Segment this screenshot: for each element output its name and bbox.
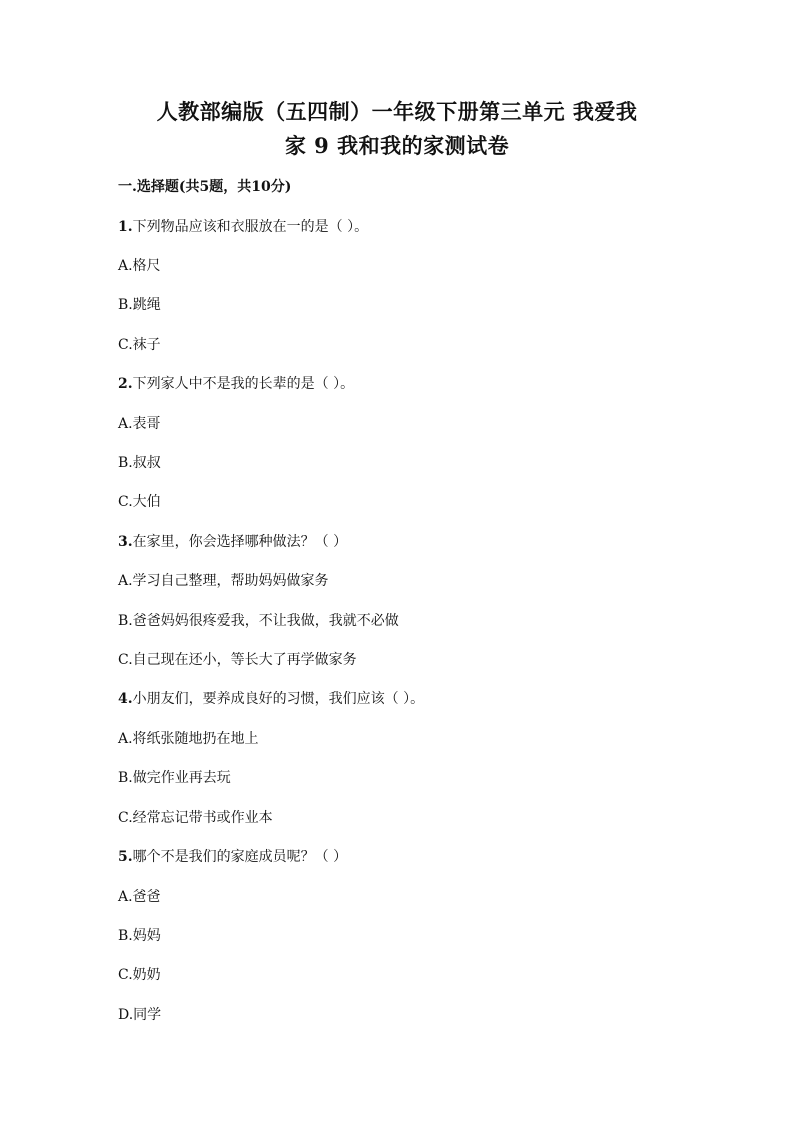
question-number: 1. (118, 219, 133, 235)
question-3-option-a: A.学习自己整理，帮助妈妈做家务 (118, 573, 329, 589)
question-text: 下列家人中不是我的长辈的是（ ）。 (132, 376, 355, 392)
question-number: 5. (118, 849, 133, 865)
question-number: 4. (118, 691, 133, 707)
question-1-option-c: C.袜子 (118, 337, 161, 353)
question-5 (118, 847, 347, 867)
question-4 (118, 689, 424, 709)
question-5-option-c: C.奶奶 (118, 967, 161, 983)
question-text: 小朋友们，要养成良好的习惯，我们应该（ ）。 (132, 691, 425, 707)
question-2-option-c: C.大伯 (118, 494, 161, 510)
question-text: 哪个不是我们的家庭成员呢？（ ） (132, 849, 348, 865)
question-4-option-c: C.经常忘记带书或作业本 (118, 810, 273, 826)
question-2 (118, 374, 354, 394)
question-number: 2. (118, 376, 133, 392)
question-text: 下列物品应该和衣服放在一的是（ ）。 (132, 219, 369, 235)
question-1-option-b: B.跳绳 (118, 297, 161, 313)
question-5-option-b: B.妈妈 (118, 928, 161, 944)
page-title-line-2: 家 9 我和我的家测试卷 (284, 133, 510, 158)
question-5-option-d: D.同学 (118, 1007, 162, 1023)
question-number: 3. (118, 534, 133, 550)
question-2-option-a: A.表哥 (118, 416, 161, 432)
question-3-option-b: B.爸爸妈妈很疼爱我，不让我做，我就不必做 (118, 613, 399, 629)
question-1 (118, 217, 368, 237)
question-1-option-a: A.格尺 (118, 258, 161, 274)
page-title-line-1: 人教部编版（五四制）一年级下册第三单元 我爱我 (156, 99, 638, 124)
section-heading: 一.选择题(共5题，共10分) (118, 179, 292, 195)
question-5-option-a: A.爸爸 (118, 889, 161, 905)
question-4-option-a: A.将纸张随地扔在地上 (118, 731, 259, 747)
question-4-option-b: B.做完作业再去玩 (118, 770, 231, 786)
question-text: 在家里，你会选择哪种做法？（ ） (132, 534, 348, 550)
question-3 (118, 532, 347, 552)
question-2-option-b: B.叔叔 (118, 455, 161, 471)
question-3-option-c: C.自己现在还小，等长大了再学做家务 (118, 652, 357, 668)
